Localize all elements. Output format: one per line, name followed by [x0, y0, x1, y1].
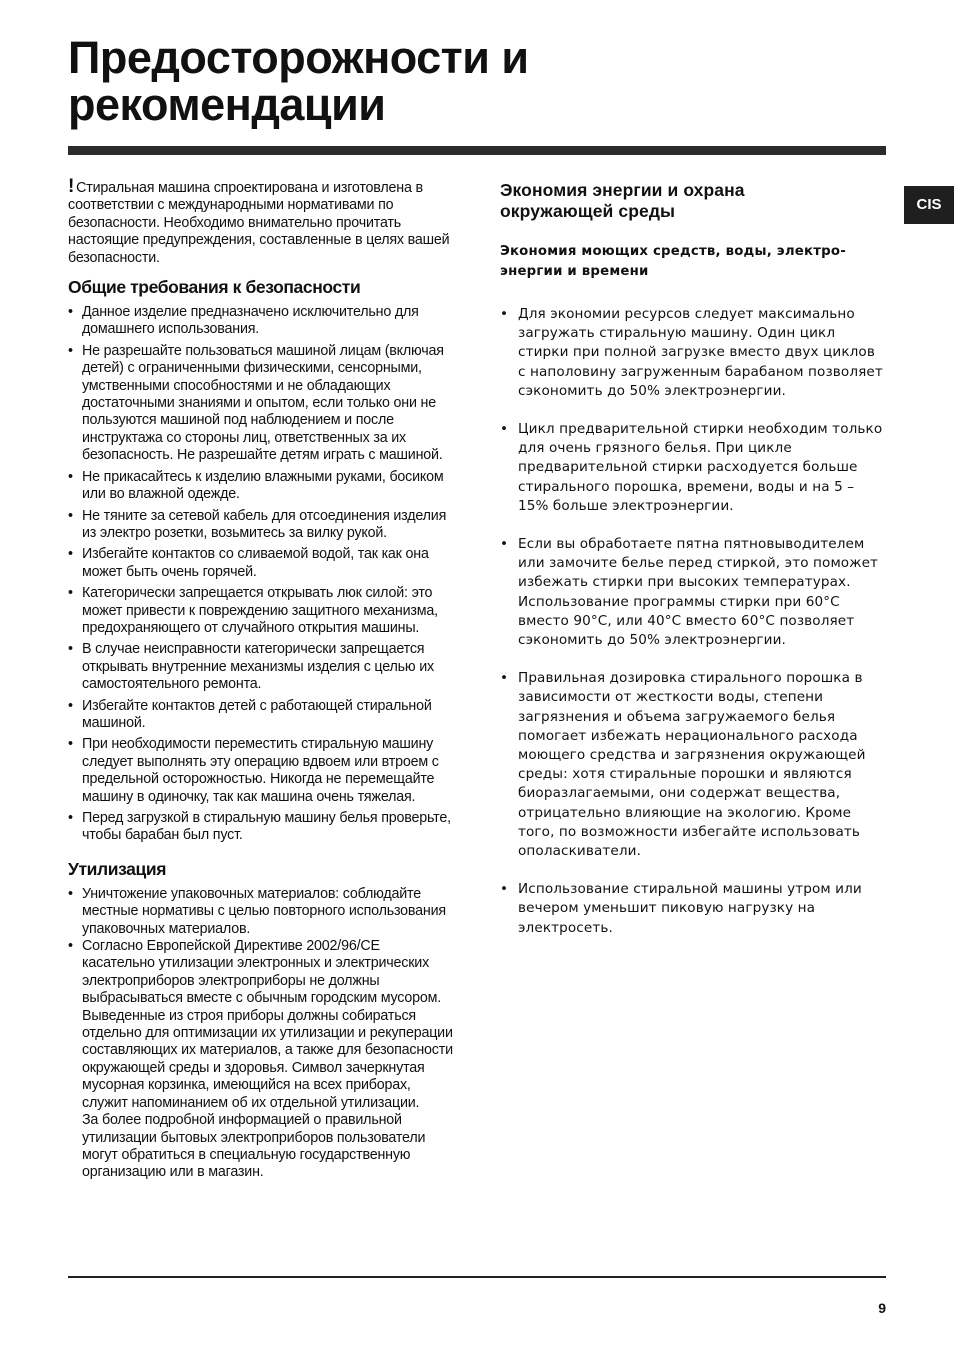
energy-heading: [500, 180, 886, 222]
safety-item: • Перед загрузкой в стиральную машину белья проверьте, чтобы барабан был пуст.: [68, 810, 456, 845]
safety-item: • Не тяните за сетевой кабель для отсоединения изделия из электро розетки, возьмитесь за вилку рукой.: [68, 508, 456, 543]
footer-divider: [68, 1276, 886, 1278]
disposal-item: [68, 938, 456, 1182]
safety-heading: Общие требования к безопасности: [68, 277, 361, 298]
safety-item: • Избегайте контактов со сливаемой водой, так как она может быть очень горячей.: [68, 546, 456, 581]
safety-item: • При необходимости переместить стиральную машину следует выполнять эту операцию вдвоем или втроем с предельной осторожностью. Никогда не перемещайте машину в одиночку, так как машина очень тяжелая.: [68, 736, 456, 806]
warning-icon: !: [68, 176, 75, 197]
energy-heading-line-2: окружающей среды: [500, 201, 676, 221]
safety-item: • В случае неисправности категорически запрещается открывать внутренние механизмы изделия с целью их самостоятельного ремонта.: [68, 641, 456, 693]
disposal-extra-text: За более подробной информацией о правильной утилизации бытовых электроприборов пользователи могут обратиться в специальную государственную организацию или в магазин.: [82, 1112, 426, 1181]
safety-item: • Категорически запрещается открывать люк силой: это может привести к повреждению защитного механизма, предохраняющего от случайного открытия машины.: [68, 585, 456, 637]
right-column: [500, 180, 886, 957]
disposal-item-text: Согласно Европейской Директиве 2002/96/CE касательно утилизации электронных и электрических электроприборов электроприборы не должны выбрасываться вместе с обычным городским мусором. Выведенные из строя приборы должны собираться отдельно для оптимизации их утилизации и рекуперации составляющих их материалов, а также для безопасности окружающей среды и здоровья. Символ зачеркнутая мусорная корзинка, имеющийся на всех приборах, служит напоминанием об их отдельной утилизации.: [82, 938, 453, 1111]
energy-subheading-line-1: Экономия моющих средств, воды, электро-: [500, 244, 846, 259]
energy-item: • Для экономии ресурсов следует максимально загружать стиральную машину. Один цикл стирки при полной загрузке вместо двух циклов с наполовину загруженным барабаном позволяет сэкономить до 50% электроэнергии.: [500, 305, 886, 401]
safety-item: • Не разрешайте пользоваться машиной лицам (включая детей) с ограниченными физическими, сенсорными, умственными способностями и не обладающих достаточными знаниями и опытом, если только они не пользуются машиной под наблюдением и после инструктажа со стороны лиц, ответственных за их безопасность. Не разрешайте детям играть с машиной.: [68, 343, 456, 465]
energy-item: • Использование стиральной машины утром или вечером уменьшит пиковую нагрузку на электросеть.: [500, 880, 886, 938]
energy-subheading: [500, 242, 886, 282]
disposal-list: [68, 886, 456, 1182]
page-title: [68, 34, 529, 128]
page-number: 9: [878, 1300, 886, 1316]
disposal-heading: Утилизация: [68, 858, 167, 879]
energy-item: • Цикл предварительной стирки необходим только для очень грязного белья. При цикле предварительной стирки расходуется больше стирального порошка, времени, воды и на 5 – 15% больше электроэнергии.: [500, 420, 886, 516]
language-tab: CIS: [904, 186, 954, 224]
disposal-item: • Уничтожение упаковочных материалов: соблюдайте местные нормативы с целью повторного использования упаковочных материалов.: [68, 886, 456, 938]
intro-paragraph: [68, 176, 456, 267]
title-divider: [68, 146, 886, 155]
intro-text: Стиральная машина спроектирована и изготовлена в соответствии с международными нормативами по безопасности. Необходимо внимательно прочитать настоящие предупреждения, составленные в целях вашей безопасности.: [68, 180, 450, 266]
energy-heading-line-1: Экономия энергии и охрана: [500, 180, 745, 200]
energy-subheading-line-2: энергии и времени: [500, 264, 649, 279]
page-title-line-1: Предосторожности и: [68, 32, 529, 83]
energy-item: • Правильная дозировка стирального порошка в зависимости от жесткости воды, степени загрязнения и объема загружаемого белья помогает избежать нерационального расхода моющего средства и загрязнения окружающей среды: хотя стиральные порошки и являются биоразлагаемыми, они содержат вещества, отрицательно влияющие на экологию. Кроме того, по возможности избегайте использовать ополаскиватели.: [500, 669, 886, 861]
energy-list: [500, 305, 886, 938]
left-column: [68, 176, 456, 1186]
safety-item: • Данное изделие предназначено исключительно для домашнего использования.: [68, 304, 456, 339]
energy-item: • Если вы обработаете пятна пятновыводителем или замочите белье перед стиркой, это поможет избежать стирки при высоких температурах. Использование программы стирки при 60°С вместо 90°С, или 40°С вместо 60°С позволяет сэкономить до 50% электроэнергии.: [500, 535, 886, 650]
safety-item: • Избегайте контактов детей с работающей стиральной машиной.: [68, 698, 456, 733]
safety-item: • Не прикасайтесь к изделию влажными руками, босиком или во влажной одежде.: [68, 469, 456, 504]
page-title-line-2: рекомендации: [68, 79, 386, 130]
safety-list: [68, 304, 456, 845]
